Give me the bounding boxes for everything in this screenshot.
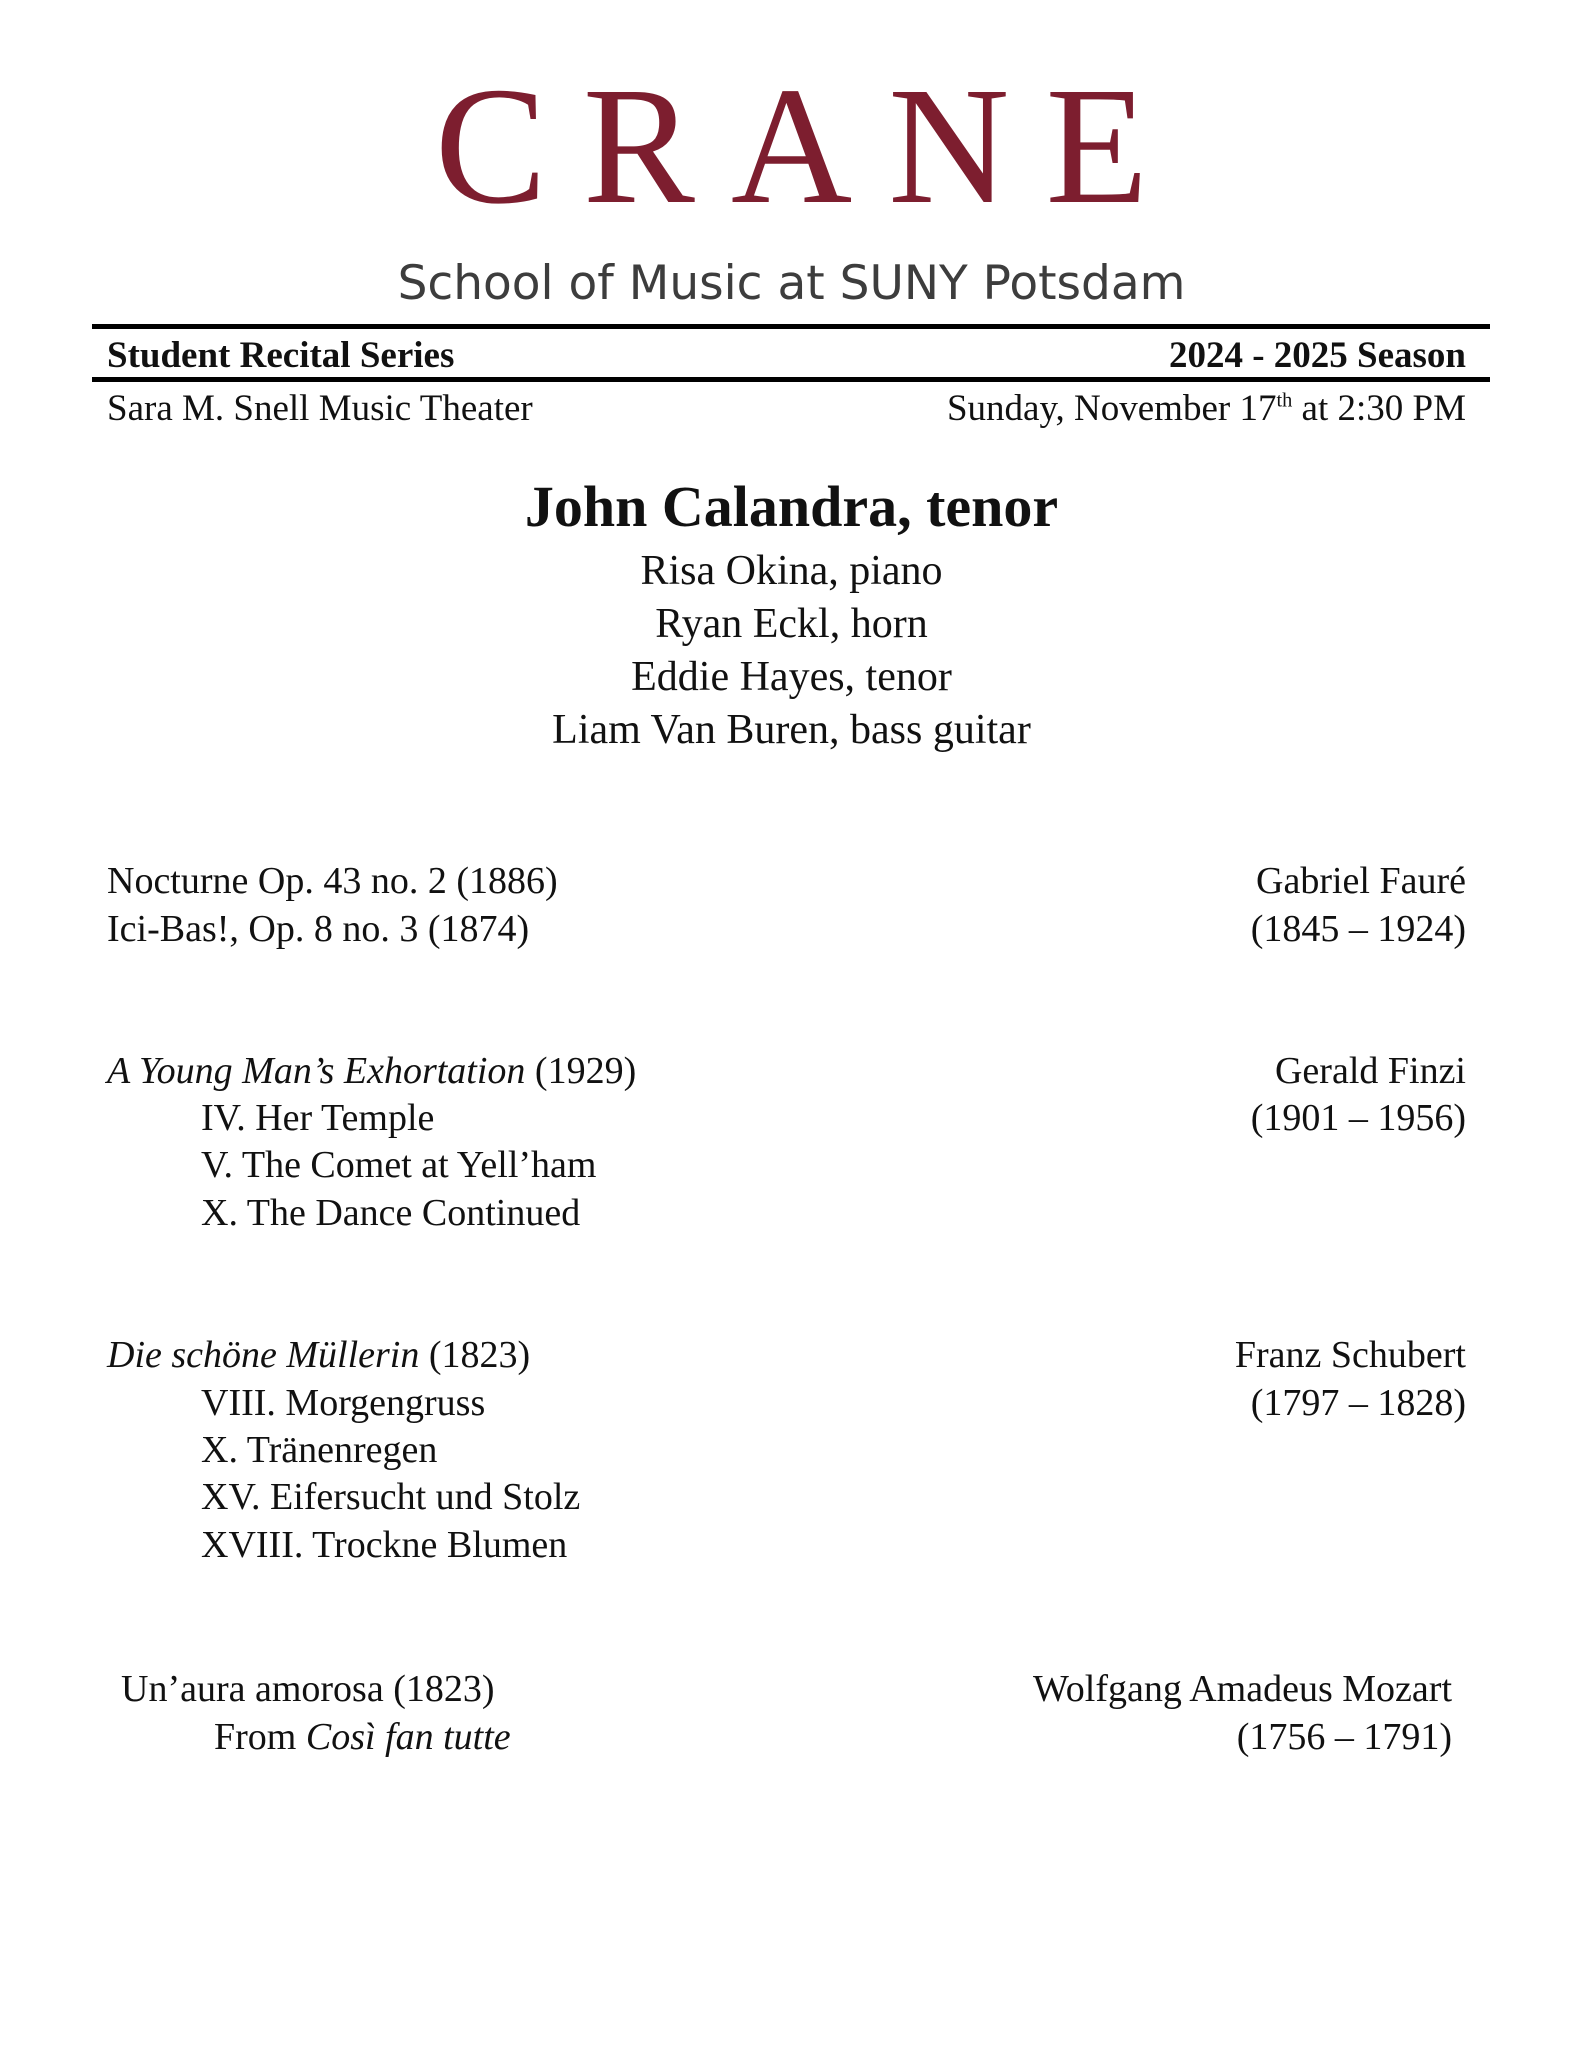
program-title: Die schöne Müllerin (1823)	[107, 1334, 531, 1376]
collaborator: Ryan Eckl, horn	[655, 601, 928, 647]
program-title: Nocturne Op. 43 no. 2 (1886)	[107, 860, 558, 902]
movement: XV. Eifersucht und Stolz	[201, 1476, 581, 1518]
composer-dates: (1901 – 1956)	[1250, 1097, 1466, 1139]
movement: VIII. Morgengruss	[201, 1382, 486, 1424]
collaborator: Liam Van Buren, bass guitar	[552, 707, 1031, 753]
composer-dates: (1845 – 1924)	[1250, 908, 1466, 950]
crane-logo-wordmark: CRANE	[434, 53, 1185, 239]
composer-name: Wolfgang Amadeus Mozart	[1032, 1668, 1452, 1710]
movement: IV. Her Temple	[201, 1097, 435, 1139]
bottom-rule	[92, 377, 1490, 382]
series-title: Student Recital Series	[107, 335, 455, 376]
composer-name: Gabriel Fauré	[1256, 860, 1466, 902]
concert-date: Sunday, November 17th at 2:30 PM	[946, 388, 1466, 429]
movement: X. The Dance Continued	[201, 1192, 581, 1234]
opera-source: From Così fan tutte	[214, 1716, 511, 1758]
program-title: Un’aura amorosa (1823)	[121, 1668, 495, 1710]
top-rule	[92, 324, 1490, 329]
collaborator: Risa Okina, piano	[640, 548, 943, 594]
season-label: 2024 - 2025 Season	[1168, 335, 1466, 376]
performer-name: John Calandra, tenor	[524, 474, 1059, 539]
venue: Sara M. Snell Music Theater	[107, 388, 533, 429]
school-name: School of Music at SUNY Potsdam	[397, 256, 1186, 311]
composer-name: Gerald Finzi	[1274, 1050, 1466, 1092]
program-title: Ici-Bas!, Op. 8 no. 3 (1874)	[107, 908, 530, 950]
program-title: A Young Man’s Exhortation (1929)	[107, 1050, 637, 1092]
collaborator: Eddie Hayes, tenor	[631, 654, 952, 700]
composer-name: Franz Schubert	[1234, 1334, 1466, 1376]
composer-dates: (1797 – 1828)	[1250, 1382, 1466, 1424]
movement: XVIII. Trockne Blumen	[201, 1524, 568, 1566]
movement: V. The Comet at Yell’ham	[201, 1144, 597, 1186]
composer-dates: (1756 – 1791)	[1236, 1716, 1452, 1758]
movement: X. Tränenregen	[201, 1429, 438, 1471]
